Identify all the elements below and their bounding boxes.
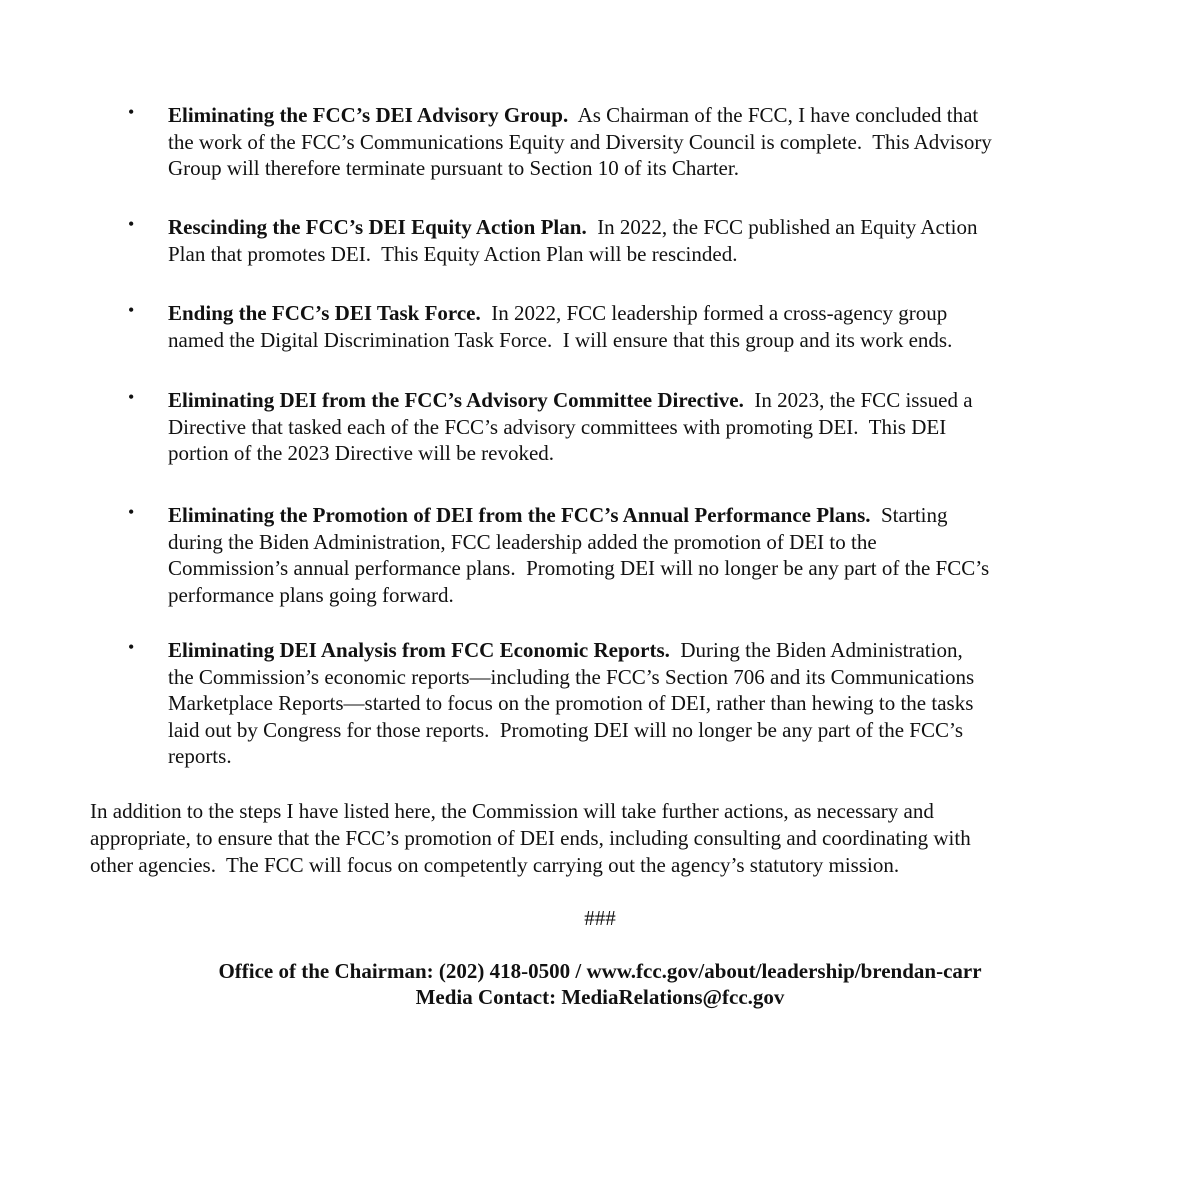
- bullet-text: Commission’s annual performance plans. Promoting DEI will no longer be any part of the FCC’s: [168, 556, 990, 581]
- bullet-icon: •: [128, 300, 135, 320]
- bullet-heading: Ending the FCC’s DEI Task Force.: [168, 301, 481, 325]
- closing-line: In addition to the steps I have listed here, the Commission will take further actions, as necessary and: [90, 799, 934, 823]
- bullet-icon: •: [128, 502, 135, 522]
- bullet-line: [168, 102, 978, 129]
- media-contact: Media Contact: MediaRelations@fcc.gov: [415, 985, 785, 1009]
- bullet-text: the work of the FCC’s Communications Equity and Diversity Council is complete. This Advisory: [168, 129, 992, 154]
- bullet-line: [168, 690, 973, 717]
- bullet-line: [168, 664, 974, 691]
- bullet-line: [168, 387, 973, 414]
- bullet-heading: Rescinding the FCC’s DEI Equity Action Plan.: [168, 215, 587, 239]
- bullet-text: As Chairman of the FCC, I have concluded that: [568, 103, 979, 127]
- bullet-text: performance plans going forward.: [168, 582, 454, 607]
- bullet-line: [168, 717, 963, 744]
- bullet-text: reports.: [168, 744, 232, 769]
- bullet-line: [168, 129, 992, 156]
- bullet-line: [168, 529, 877, 556]
- bullet-icon: •: [128, 214, 135, 234]
- bullet-line: [168, 414, 946, 441]
- bullet-text: Marketplace Reports—started to focus on the promotion of DEI, rather than hewing to the tasks: [168, 691, 974, 716]
- bullet-icon: •: [128, 387, 135, 407]
- bullet-text: During the Biden Administration,: [669, 638, 963, 662]
- bullet-heading: Eliminating DEI from the FCC’s Advisory Committee Directive.: [168, 388, 744, 412]
- bullet-line: [168, 300, 947, 327]
- bullet-heading: Eliminating DEI Analysis from FCC Economic Reports.: [168, 638, 670, 662]
- bullet-line: [168, 743, 232, 770]
- bullet-line: [168, 502, 948, 529]
- bullet-line: [168, 241, 737, 268]
- bullet-text: Directive that tasked each of the FCC’s advisory committees with promoting DEI. This DEI: [168, 414, 947, 439]
- bullet-text: Starting: [870, 503, 948, 527]
- bullet-text: named the Digital Discrimination Task Force. I will ensure that this group and its work ends.: [168, 327, 953, 352]
- bullet-text: Group will therefore terminate pursuant to Section 10 of its Charter.: [168, 156, 739, 181]
- bullet-line: [168, 214, 978, 241]
- bullet-heading: Eliminating the Promotion of DEI from the FCC’s Annual Performance Plans.: [168, 503, 871, 527]
- bullet-line: [168, 327, 952, 354]
- bullet-line: [168, 440, 554, 467]
- bullet-line: [168, 582, 454, 609]
- bullet-text: portion of the 2023 Directive will be revoked.: [168, 441, 555, 466]
- bullet-text: during the Biden Administration, FCC leadership added the promotion of DEI to the: [168, 529, 877, 554]
- bullet-icon: •: [128, 102, 135, 122]
- bullet-text: In 2023, the FCC issued a: [743, 388, 973, 412]
- office-contact: Office of the Chairman: (202) 418-0500 / www.fcc.gov/about/leadership/brendan-carr: [218, 959, 982, 983]
- bullet-text: Plan that promotes DEI. This Equity Action Plan will be rescinded.: [168, 241, 738, 266]
- bullet-line: [168, 555, 989, 582]
- end-mark: ###: [584, 906, 616, 930]
- bullet-text: In 2022, the FCC published an Equity Action: [586, 215, 978, 239]
- bullet-text: laid out by Congress for those reports. Promoting DEI will no longer be any part of the FCC’s: [168, 717, 963, 742]
- bullet-icon: •: [128, 637, 135, 657]
- bullet-line: [168, 155, 739, 182]
- closing-line: other agencies. The FCC will focus on competently carrying out the agency’s statutory mission.: [90, 853, 900, 877]
- bullet-text: In 2022, FCC leadership formed a cross-agency group: [480, 301, 948, 325]
- bullet-heading: Eliminating the FCC’s DEI Advisory Group.: [168, 103, 569, 127]
- closing-line: appropriate, to ensure that the FCC’s promotion of DEI ends, including consulting and coordinating with: [90, 826, 971, 850]
- bullet-line: [168, 637, 963, 664]
- bullet-text: the Commission’s economic reports—including the FCC’s Section 706 and its Communications: [168, 664, 975, 689]
